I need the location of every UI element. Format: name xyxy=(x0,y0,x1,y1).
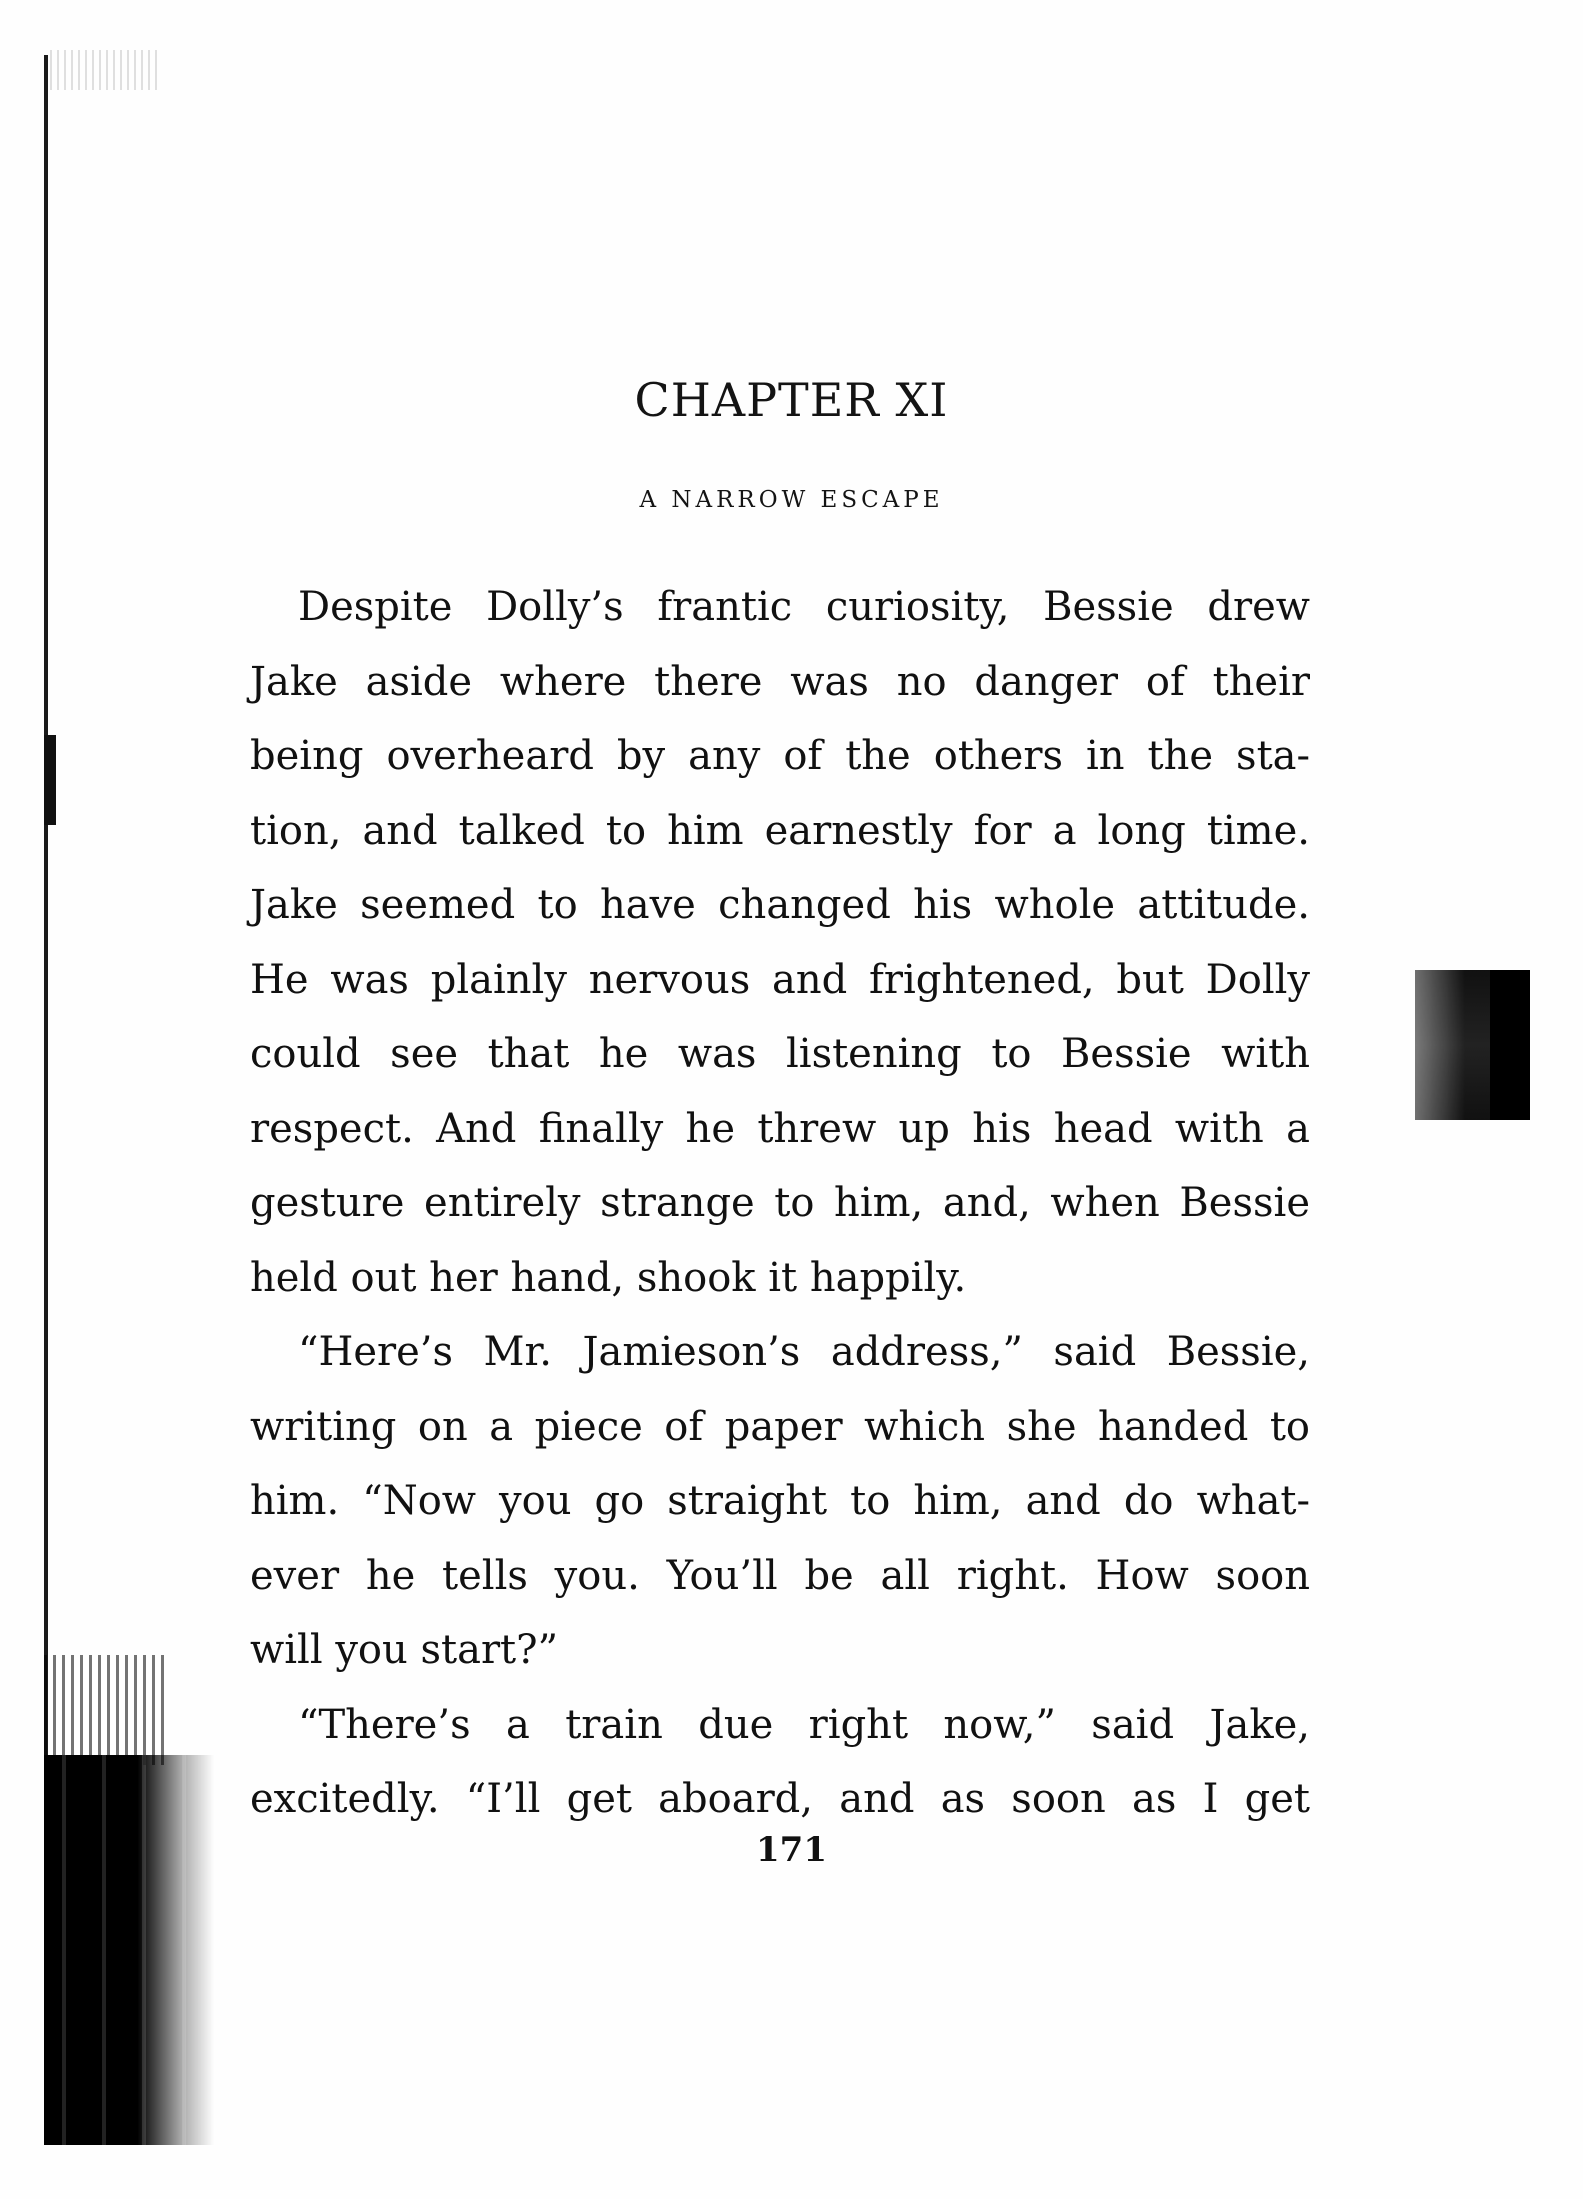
scan-shadow-artifact xyxy=(44,1755,214,2145)
scan-blot-artifact xyxy=(1490,970,1530,1120)
chapter-heading: CHAPTER XI xyxy=(634,373,949,427)
text-line: him. “Now you go straight to him, and do what- xyxy=(250,1478,1310,1524)
text-line: ever he tells you. You’ll be all right. How soon xyxy=(250,1552,1310,1599)
text-line: Despite Dolly’s frantic curiosity, Bessie drew xyxy=(298,584,1310,630)
text-line: Jake aside where there was no danger of their xyxy=(250,658,1310,705)
text-line: held out her hand, shook it happily. xyxy=(250,1254,967,1301)
text-line: respect. And finally he threw up his head with a xyxy=(250,1105,1310,1152)
text-line: “There’s a train due right now,” said Jake, xyxy=(298,1701,1310,1748)
text-line: will you start?” xyxy=(250,1627,559,1673)
text-line: Jake seemed to have changed his whole attitude. xyxy=(250,882,1310,928)
text-line: could see that he was listening to Bessie with xyxy=(250,1031,1310,1077)
page-number: 171 xyxy=(756,1830,827,1870)
text-line: gesture entirely strange to him, and, when Bessie xyxy=(250,1180,1310,1226)
scan-blot-artifact xyxy=(44,735,56,825)
body-text xyxy=(250,570,1310,1837)
scan-shadow-artifact xyxy=(44,1655,164,1765)
text-line: “Here’s Mr. Jamieson’s address,” said Bessie, xyxy=(298,1329,1310,1375)
text-line: writing on a piece of paper which she handed to xyxy=(250,1403,1310,1450)
chapter-subtitle: A NARROW ESCAPE xyxy=(639,487,944,513)
text-line: He was plainly nervous and frightened, but Dolly xyxy=(250,956,1310,1003)
scan-noise-artifact xyxy=(50,50,160,90)
text-line: excitedly. “I’ll get aboard, and as soon as I get xyxy=(250,1776,1310,1822)
text-line: tion, and talked to him earnestly for a long time. xyxy=(250,807,1310,854)
text-line: being overheard by any of the others in the sta- xyxy=(250,733,1310,779)
